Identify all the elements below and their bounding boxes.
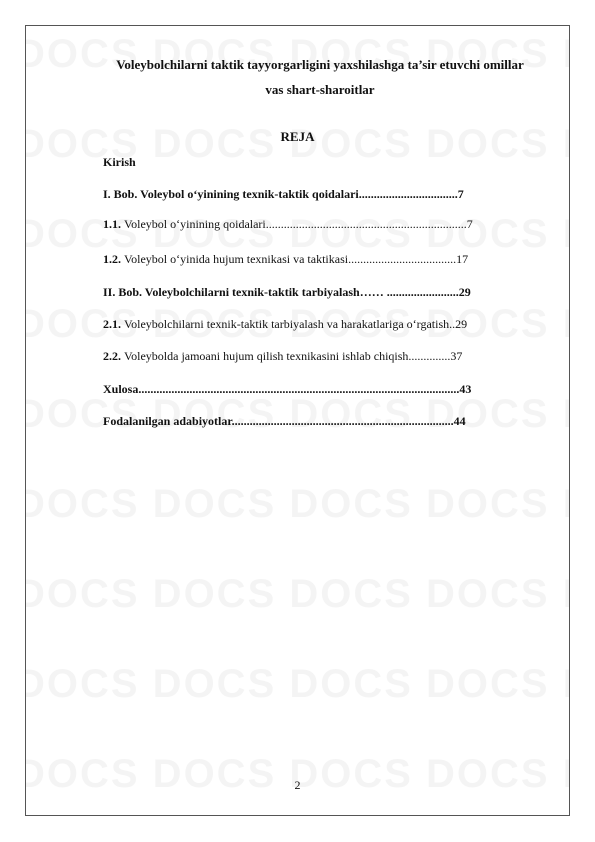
toc-item-intro bbox=[103, 154, 136, 170]
page-number: 2 bbox=[294, 778, 301, 792]
toc-item-text: Voleybol o‘yinining qoidalari...................................................................7 bbox=[124, 217, 473, 231]
toc-item-text: Voleybol o‘yinida hujum texnikasi va taktikasi....................................17 bbox=[124, 252, 469, 266]
toc-item-text: Kirish bbox=[103, 155, 136, 169]
toc-item-conclusion bbox=[103, 381, 471, 397]
toc-item-text: Fodalanilgan adabiyotlar..........................................................................44 bbox=[103, 414, 466, 428]
toc-item-number: 1.1. bbox=[103, 217, 124, 231]
toc-item-chapter-2 bbox=[103, 284, 471, 300]
toc-item-number: 1.2. bbox=[103, 252, 124, 266]
toc-item-chapter-1 bbox=[103, 186, 464, 202]
toc-item-section-1-1 bbox=[103, 216, 473, 232]
document-title-line-2: vas shart-sharoitlar bbox=[265, 82, 375, 97]
toc-item-section-1-2 bbox=[103, 251, 468, 267]
toc-item-text: I. Bob. Voleybol o‘yinining texnik-taktik qoidalari.................................7 bbox=[103, 187, 464, 201]
toc-item-number: 2.1. bbox=[103, 317, 124, 331]
toc-item-number: 2.2. bbox=[103, 349, 124, 363]
document-title-line-1: Voleybolchilarni taktik tayyorgarligini yaxshilashga ta’sir etuvchi omillar bbox=[116, 57, 524, 72]
toc-item-text: Voleybolda jamoani hujum qilish texnikasini ishlab chiqish..............37 bbox=[124, 349, 463, 363]
toc-item-section-2-1 bbox=[103, 316, 467, 332]
toc-item-text: Xulosa...........................................................................................................43 bbox=[103, 382, 472, 396]
toc-item-text: II. Bob. Voleybolchilarni texnik-taktik tarbiyalash…… ........................29 bbox=[103, 285, 471, 299]
toc-item-text: Voleybolchilarni texnik-taktik tarbiyalash va harakatlariga o‘rgatish..29 bbox=[124, 317, 468, 331]
plan-heading: REJA bbox=[280, 129, 315, 144]
toc-item-references bbox=[103, 413, 466, 429]
toc-item-section-2-2 bbox=[103, 348, 462, 364]
